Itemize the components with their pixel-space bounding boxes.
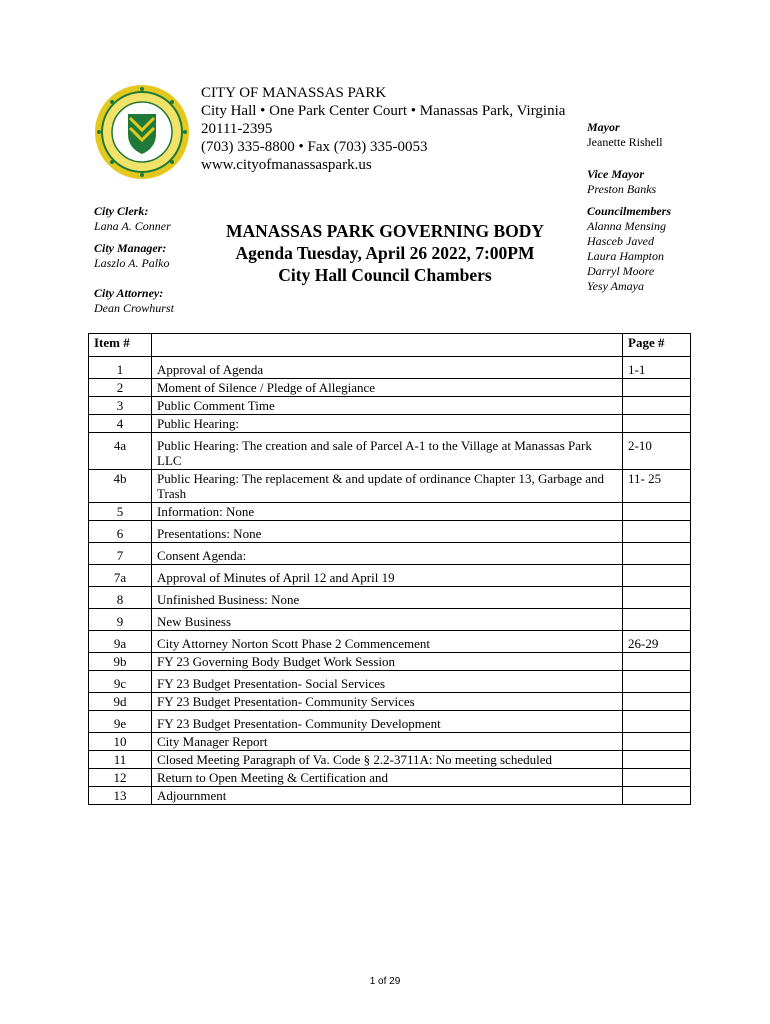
vice-mayor-label: Vice Mayor bbox=[587, 167, 644, 181]
item-page bbox=[623, 503, 691, 521]
clerk-name: Lana A. Conner bbox=[94, 219, 171, 233]
item-page: 1-1 bbox=[623, 357, 691, 379]
item-page bbox=[623, 397, 691, 415]
item-description: FY 23 Budget Presentation- Community Services bbox=[152, 693, 623, 711]
councilmember-name: Yesy Amaya bbox=[587, 279, 644, 293]
item-number: 7 bbox=[89, 543, 152, 565]
item-page bbox=[623, 693, 691, 711]
description-column-header bbox=[152, 334, 623, 357]
item-number: 11 bbox=[89, 751, 152, 769]
item-description: New Business bbox=[152, 609, 623, 631]
item-description: Public Hearing: The creation and sale of Parcel A-1 to the Village at Manassas Park LLC bbox=[152, 433, 623, 470]
item-page bbox=[623, 587, 691, 609]
agenda-title bbox=[205, 220, 565, 286]
table-row bbox=[89, 587, 691, 609]
item-number: 3 bbox=[89, 397, 152, 415]
item-description: FY 23 Budget Presentation- Social Services bbox=[152, 671, 623, 693]
mayor-label: Mayor bbox=[587, 120, 620, 134]
table-row bbox=[89, 470, 691, 503]
item-number: 13 bbox=[89, 787, 152, 805]
item-description: FY 23 Governing Body Budget Work Session bbox=[152, 653, 623, 671]
item-number: 9 bbox=[89, 609, 152, 631]
item-number: 2 bbox=[89, 379, 152, 397]
item-description: City Attorney Norton Scott Phase 2 Commencement bbox=[152, 631, 623, 653]
item-page bbox=[623, 787, 691, 805]
councilmember-name: Alanna Mensing bbox=[587, 219, 666, 233]
title-line-2: Agenda Tuesday, April 26 2022, 7:00PM bbox=[235, 243, 535, 263]
item-page: 26-29 bbox=[623, 631, 691, 653]
table-row bbox=[89, 503, 691, 521]
item-description: Consent Agenda: bbox=[152, 543, 623, 565]
table-row bbox=[89, 357, 691, 379]
item-page bbox=[623, 565, 691, 587]
item-number: 9b bbox=[89, 653, 152, 671]
item-number: 4b bbox=[89, 470, 152, 503]
table-row bbox=[89, 397, 691, 415]
item-column-header: Item # bbox=[89, 334, 152, 357]
table-row bbox=[89, 711, 691, 733]
table-row bbox=[89, 521, 691, 543]
item-description: Public Hearing: The replacement & and update of ordinance Chapter 13, Garbage and Trash bbox=[152, 470, 623, 503]
clerk-label: City Clerk: bbox=[94, 204, 149, 218]
manager-label: City Manager: bbox=[94, 241, 167, 255]
attorney-label: City Attorney: bbox=[94, 286, 164, 300]
item-page bbox=[623, 521, 691, 543]
table-row bbox=[89, 433, 691, 470]
item-number: 9a bbox=[89, 631, 152, 653]
address-line-2: 20111-2395 bbox=[201, 121, 273, 137]
item-page bbox=[623, 609, 691, 631]
website-link[interactable]: www.cityofmanassaspark.us bbox=[201, 157, 372, 173]
item-page bbox=[623, 379, 691, 397]
item-number: 4 bbox=[89, 415, 152, 433]
item-description: Approval of Minutes of April 12 and April 19 bbox=[152, 565, 623, 587]
item-number: 9d bbox=[89, 693, 152, 711]
item-description: Public Hearing: bbox=[152, 415, 623, 433]
item-number: 5 bbox=[89, 503, 152, 521]
staff-list bbox=[94, 204, 174, 316]
agenda-table bbox=[88, 333, 691, 805]
phone-fax: (703) 335-8800 • Fax (703) 335-0053 bbox=[201, 139, 428, 155]
item-description: Information: None bbox=[152, 503, 623, 521]
council-list bbox=[587, 120, 671, 294]
item-description: Return to Open Meeting & Certification and bbox=[152, 769, 623, 787]
table-row bbox=[89, 415, 691, 433]
table-row bbox=[89, 631, 691, 653]
page-number: 1 of 29 bbox=[369, 976, 401, 987]
org-name: CITY OF MANASSAS PARK bbox=[201, 85, 387, 101]
vice-mayor-name: Preston Banks bbox=[587, 182, 657, 196]
item-description: Moment of Silence / Pledge of Allegiance bbox=[152, 379, 623, 397]
item-description: Unfinished Business: None bbox=[152, 587, 623, 609]
item-page bbox=[623, 415, 691, 433]
item-number: 12 bbox=[89, 769, 152, 787]
item-page: 2-10 bbox=[623, 433, 691, 470]
item-number: 9e bbox=[89, 711, 152, 733]
item-page bbox=[623, 653, 691, 671]
item-number: 10 bbox=[89, 733, 152, 751]
item-page bbox=[623, 751, 691, 769]
table-row bbox=[89, 653, 691, 671]
item-number: 1 bbox=[89, 357, 152, 379]
mayor-name: Jeanette Rishell bbox=[587, 135, 663, 149]
item-number: 7a bbox=[89, 565, 152, 587]
item-description: City Manager Report bbox=[152, 733, 623, 751]
table-row bbox=[89, 693, 691, 711]
item-description: Closed Meeting Paragraph of Va. Code § 2.2-3711A: No meeting scheduled bbox=[152, 751, 623, 769]
manager-name: Laszlo A. Palko bbox=[94, 256, 170, 270]
table-row bbox=[89, 609, 691, 631]
table-row bbox=[89, 543, 691, 565]
item-description: Adjournment bbox=[152, 787, 623, 805]
table-header-row bbox=[89, 334, 691, 357]
item-number: 4a bbox=[89, 433, 152, 470]
table-row bbox=[89, 565, 691, 587]
item-number: 8 bbox=[89, 587, 152, 609]
item-page: 11- 25 bbox=[623, 470, 691, 503]
item-number: 6 bbox=[89, 521, 152, 543]
table-row bbox=[89, 733, 691, 751]
item-description: Approval of Agenda bbox=[152, 357, 623, 379]
city-header bbox=[201, 84, 565, 174]
item-description: Public Comment Time bbox=[152, 397, 623, 415]
councilmember-name: Darryl Moore bbox=[587, 264, 655, 278]
address-line-1: City Hall • One Park Center Court • Manassas Park, Virginia bbox=[201, 103, 566, 119]
title-line-1: MANASSAS PARK GOVERNING BODY bbox=[225, 221, 545, 241]
attorney-name: Dean Crowhurst bbox=[94, 301, 174, 315]
item-page bbox=[623, 543, 691, 565]
item-page bbox=[623, 671, 691, 693]
councilmember-name: Hasceb Javed bbox=[587, 234, 654, 248]
item-page bbox=[623, 769, 691, 787]
item-page bbox=[623, 733, 691, 751]
item-description: FY 23 Budget Presentation- Community Development bbox=[152, 711, 623, 733]
item-description: Presentations: None bbox=[152, 521, 623, 543]
table-row bbox=[89, 787, 691, 805]
councilmember-name: Laura Hampton bbox=[587, 249, 665, 263]
table-row bbox=[89, 671, 691, 693]
page-column-header: Page # bbox=[623, 334, 691, 357]
agenda-rows bbox=[89, 357, 691, 805]
table-row bbox=[89, 751, 691, 769]
item-page bbox=[623, 711, 691, 733]
city-seal-logo bbox=[94, 84, 190, 180]
item-number: 9c bbox=[89, 671, 152, 693]
title-line-3: City Hall Council Chambers bbox=[278, 265, 492, 285]
table-row bbox=[89, 769, 691, 787]
councilmembers-label: Councilmembers bbox=[587, 204, 672, 218]
table-row bbox=[89, 379, 691, 397]
